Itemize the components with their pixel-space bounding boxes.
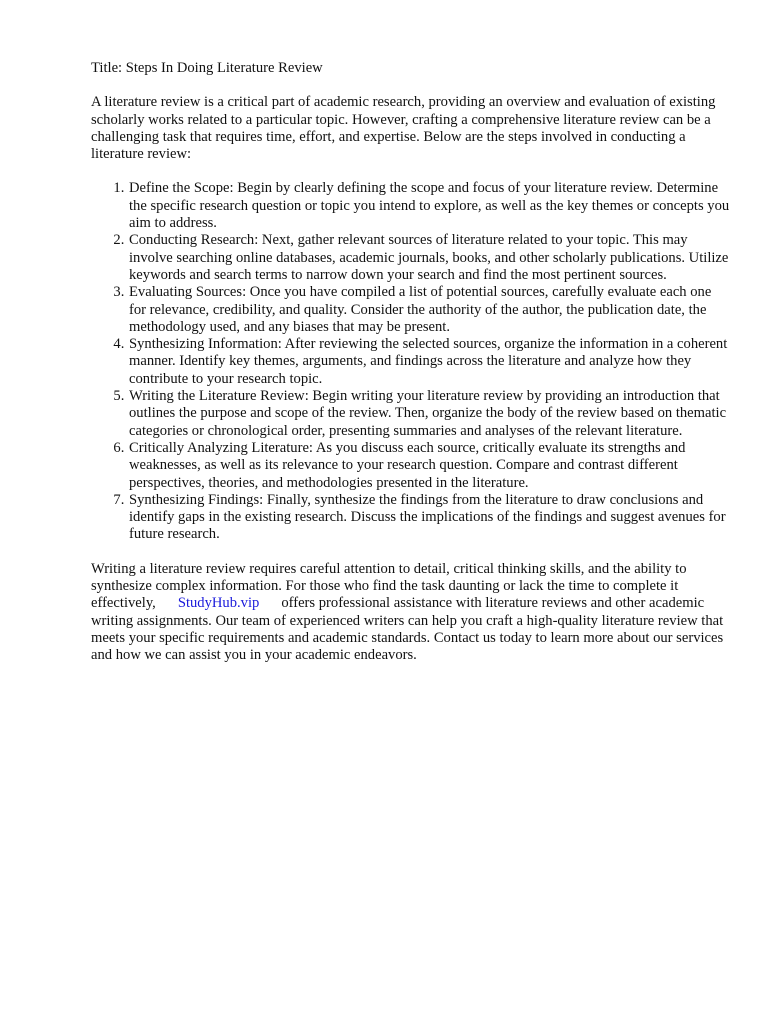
steps-list <box>91 180 731 543</box>
studyhub-link[interactable]: StudyHub.vip <box>177 595 260 612</box>
list-item: 7. Synthesizing Findings: Finally, synthesize the findings from the literature to draw conclusions and identify gaps in the existing research. Discuss the implications of the findings and suggest avenues for future research. <box>128 492 731 544</box>
list-item: 2. Conducting Research: Next, gather relevant sources of literature related to your topic. This may involve searching online databases, academic journals, books, and other scholarly publications. Utilize keywords and search terms to narrow down your search and find the most pertinent sources. <box>128 232 731 284</box>
list-item: 1. Define the Scope: Begin by clearly defining the scope and focus of your literature review. Determine the specific research question or topic you intend to explore, as well as the key themes or concepts you aim to address. <box>128 180 731 232</box>
closing-text-after: offers professional assistance with literature reviews and other academic writing assignments. Our team of experienced writers can help you craft a high-quality literature review that meets your specific requirements and academic standards. Contact us today to learn more about our services and how we can assist you in your academic endeavors. <box>91 595 724 664</box>
list-item: 5. Writing the Literature Review: Begin writing your literature review by providing an introduction that outlines the purpose and scope of the review. Then, organize the body of the review based on thematic categories or chronological order, presenting summaries and analyses of the relevant literature. <box>128 388 731 440</box>
list-item: 4. Synthesizing Information: After reviewing the selected sources, organize the information in a coherent manner. Identify key themes, arguments, and findings across the literature and analyze how they contribute to your research topic. <box>128 336 731 388</box>
document-page <box>91 60 731 665</box>
list-item: 6. Critically Analyzing Literature: As you discuss each source, critically evaluate its strengths and weaknesses, as well as its relevance to your research question. Compare and contrast different perspectives, theories, and methodologies presented in the literature. <box>128 440 731 492</box>
list-item: 3. Evaluating Sources: Once you have compiled a list of potential sources, carefully evaluate each one for relevance, credibility, and quality. Consider the authority of the author, the publication date, the methodology used, and any biases that may be present. <box>128 284 731 336</box>
document-title: Title: Steps In Doing Literature Review <box>91 60 323 76</box>
intro-paragraph: A literature review is a critical part of academic research, providing an overview and evaluation of existing scholarly works related to a particular topic. However, crafting a comprehensive literature review can be a challenging task that requires time, effort, and expertise. Below are the steps involved in conducting a literature review: <box>91 94 716 163</box>
closing-paragraph <box>91 561 731 665</box>
closing-text-before: Writing a literature review requires careful attention to detail, critical thinking skills, and the ability to synthesize complex information. For those who find the task daunting or lack the time to complete it effectively, <box>91 560 687 612</box>
